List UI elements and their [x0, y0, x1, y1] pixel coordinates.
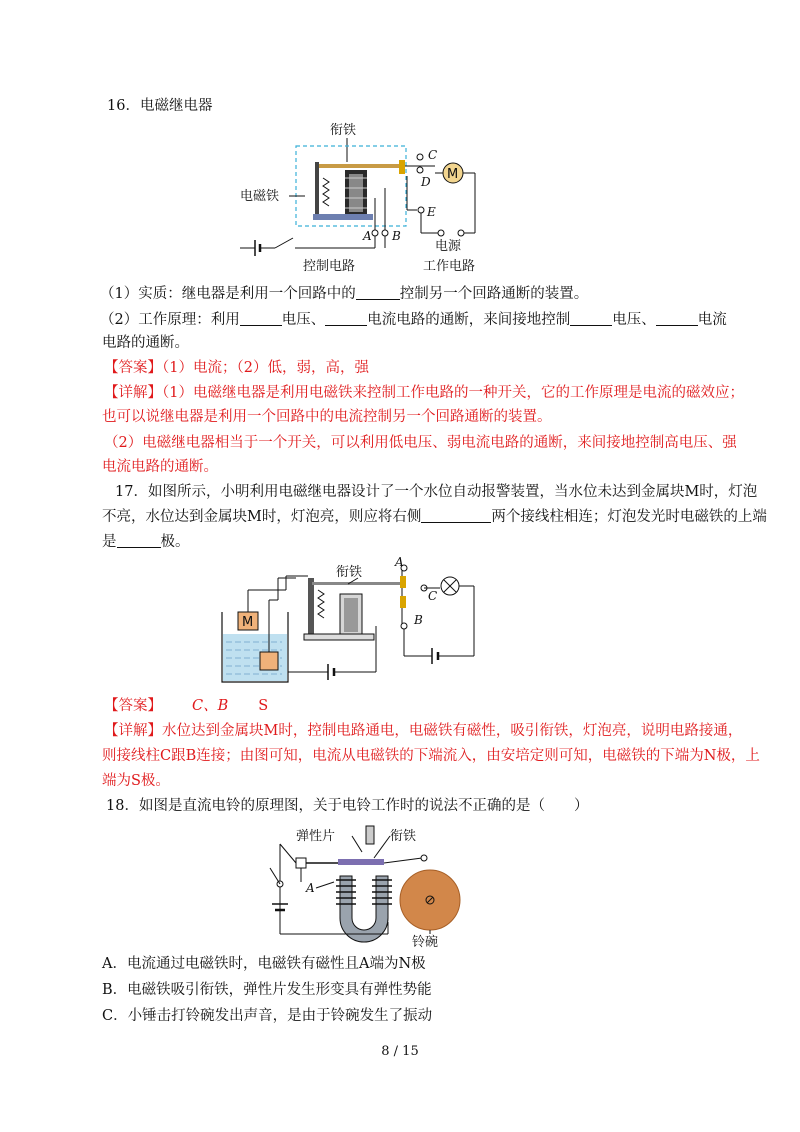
- q16-detail-2: 也可以说继电器是利用一个回路中的电流控制另一个回路通断的装置。: [102, 409, 552, 425]
- label-bowl: 铃碗: [412, 935, 439, 950]
- q16-p2-cont: 电路的通断。: [102, 335, 189, 351]
- label-A-18: A: [306, 881, 315, 895]
- q17-line-2: 不亮，水位达到金属块M时，灯泡亮，则应将右侧 两个接线柱相连；灯泡发光时电磁铁的上端: [102, 509, 767, 525]
- label-B: B: [392, 229, 401, 243]
- q16-detail-3: （2）电磁继电器相当于一个开关，可以利用低电压、弱电流电路的通断，来间接地控制高电压、强: [104, 435, 737, 451]
- q18-option-a: A．电流通过电磁铁时，电磁铁有磁性且A端为N极: [102, 956, 426, 972]
- page-number: 8 / 15: [381, 1044, 419, 1059]
- q18-stem: 18．如图是直流电铃的原理图，关于电铃工作时的说法不正确的是（ ）: [106, 798, 589, 814]
- label-armature-18: 衔铁: [390, 829, 417, 844]
- q17-line-1: 17．如图所示，小明利用电磁继电器设计了一个水位自动报警装置，当水位未达到金属块M时，灯泡: [115, 484, 758, 500]
- label-E: E: [427, 205, 436, 219]
- q17-answer: 【答案】 C、B S: [104, 698, 269, 714]
- q16-p1: （1）实质：继电器是利用一个回路中的 控制另一个回路通断的装置。: [100, 286, 589, 302]
- q17-detail-3: 端为S极。: [102, 773, 170, 789]
- electric-bell-diagram: [262, 822, 472, 950]
- label-control-circuit: 控制电路: [303, 259, 356, 274]
- q16-p2: （2）工作原理：利用 电压、 电流电路的通断，来间接地控制 电压、 电流: [100, 312, 727, 328]
- water-alarm-diagram: [218, 556, 488, 690]
- label-A-17: A: [395, 556, 404, 569]
- label-work-circuit: 工作电路: [423, 259, 476, 274]
- q16-detail-1: 【详解】（1）电磁继电器是利用电磁铁来控制工作电路的一种开关，它的工作原理是电流的磁效应；: [104, 385, 744, 401]
- label-B-17: B: [414, 613, 423, 627]
- label-motor: M: [447, 167, 459, 182]
- label-A: A: [363, 229, 372, 243]
- label-armature-17: 衔铁: [336, 565, 363, 580]
- label-C: C: [428, 148, 438, 162]
- label-D: D: [421, 175, 431, 189]
- relay-diagram: [235, 118, 495, 276]
- label-C-17: C: [428, 589, 438, 603]
- q18-option-c: C．小锤击打铃碗发出声音，是由于铃碗发生了振动: [102, 1008, 433, 1024]
- q16-answer: 【答案】（1）电流；（2）低，弱，高，强: [104, 360, 369, 376]
- label-spring: 弹性片: [296, 829, 336, 844]
- q17-detail-2: 则接线柱C跟B连接；由图可知，电流从电磁铁的下端流入，由安培定则可知，电磁铁的下端为N极，上: [102, 748, 760, 764]
- label-electromagnet: 电磁铁: [240, 189, 280, 204]
- label-M: M: [242, 615, 254, 630]
- q18-option-b: B．电磁铁吸引衔铁，弹性片发生形变具有弹性势能: [102, 982, 432, 998]
- q17-detail-1: 【详解】水位达到金属块M时，控制电路通电，电磁铁有磁性，吸引衔铁，灯泡亮，说明电路接通，: [104, 723, 743, 739]
- q16-detail-4: 电流电路的通断。: [102, 459, 218, 475]
- q16-title: 16．电磁继电器: [107, 98, 213, 114]
- q17-line-3: 是 极。: [102, 534, 190, 550]
- label-power: 电源: [435, 239, 462, 254]
- label-armature: 衔铁: [330, 123, 357, 138]
